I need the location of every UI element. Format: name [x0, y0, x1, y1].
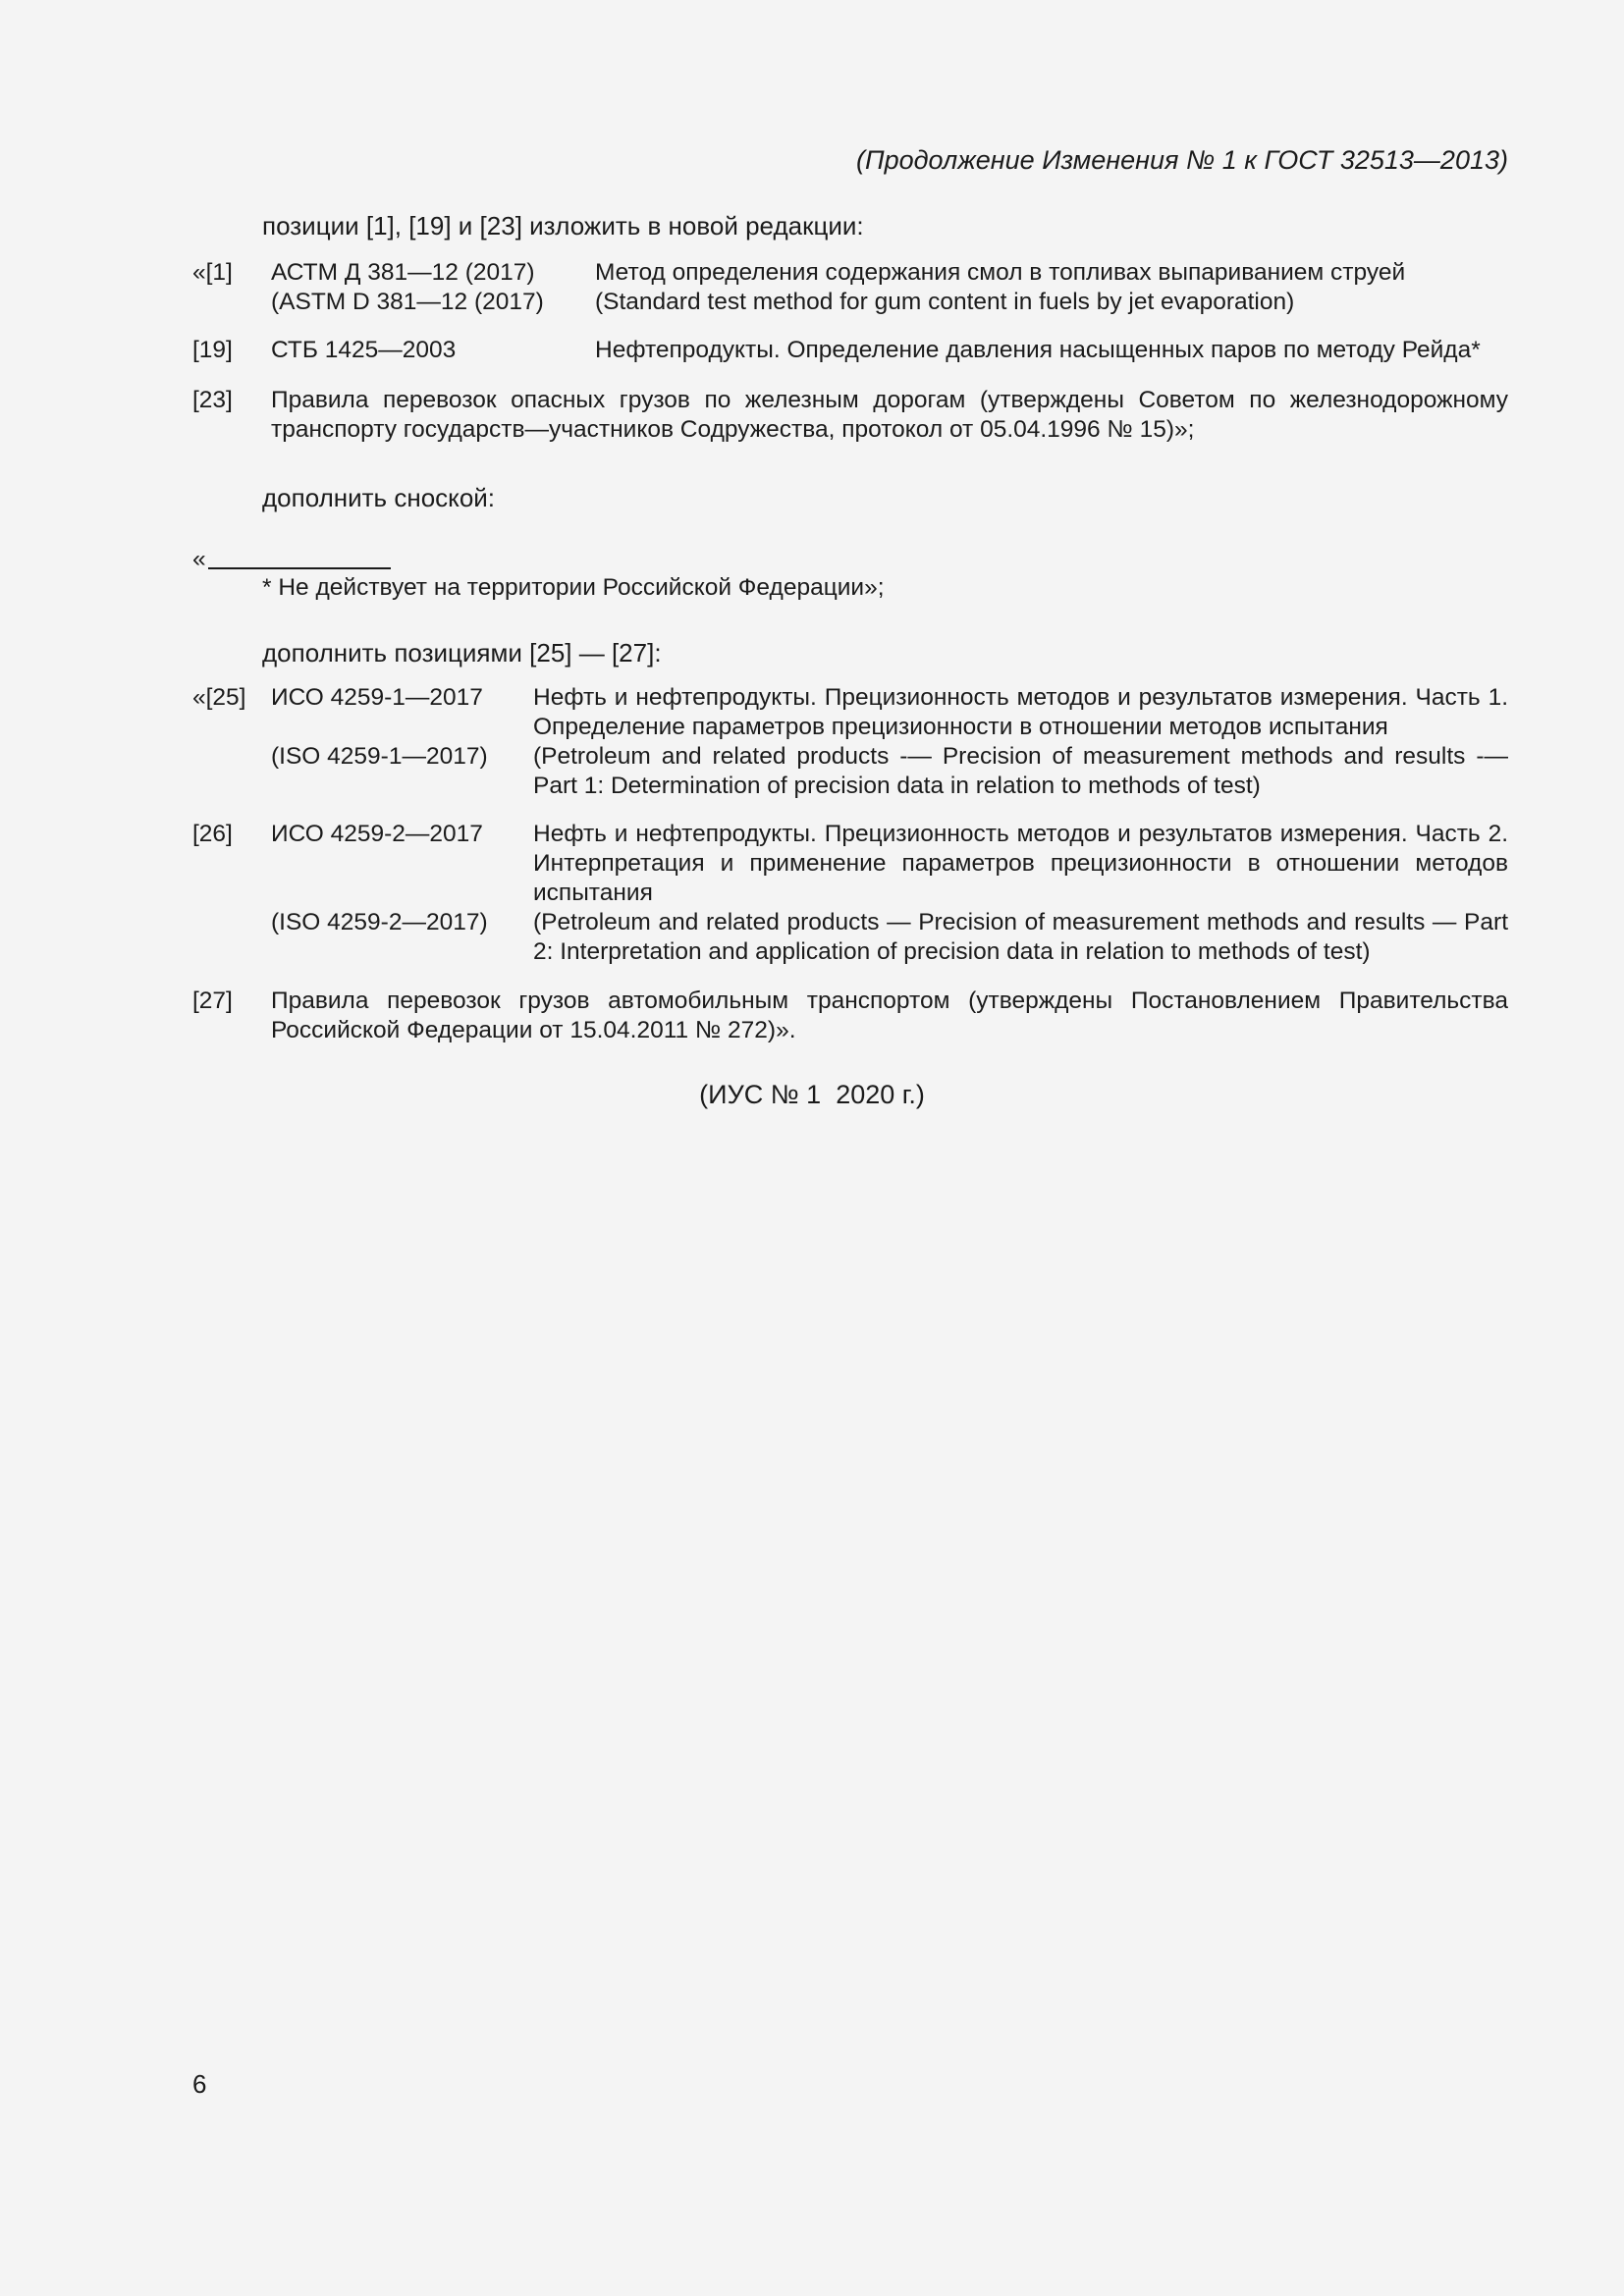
page-number: 6	[192, 2069, 207, 2099]
ius-publication-note: (ИУС № 1 2020 г.)	[699, 1080, 925, 1109]
reference-title-en: (Petroleum and related products -— Precision of measurement methods and results -— Part 1: Determination of precision data in relation to methods of test)	[533, 743, 1508, 799]
instruction-add-positions: дополнить позициями [25] — [27]:	[262, 638, 662, 667]
reference-text: Правила перевозок грузов автомобильным транспортом (утверждены Постановлением Правительства Российской Федерации от 15.04.2011 № 272)».	[271, 988, 1508, 1043]
reference-26	[192, 820, 1508, 969]
reference-title: Нефтепродукты. Определение давления насыщенных паров по методу Рейда*	[595, 337, 1481, 363]
reference-number: [26]	[192, 821, 233, 847]
footnote-text: * Не действует на территории Российской Федерации»;	[262, 574, 885, 601]
reference-designation: ИСО 4259-2—2017	[271, 821, 483, 847]
reference-title: Нефть и нефтепродукты. Прецизионность методов и результатов измерения. Часть 1. Определение параметров прецизионности в отношении методов испытания	[533, 684, 1508, 740]
reference-number: [19]	[192, 337, 233, 363]
reference-title: Метод определения содержания смол в топливах выпариванием струей	[595, 259, 1406, 286]
reference-title-en: (Petroleum and related products — Precision of measurement methods and results — Part 2: Interpretation and application of precision data in relation to methods of test)	[533, 909, 1508, 965]
instruction-replace-positions: позиции [1], [19] и [23] изложить в новой редакции:	[262, 211, 864, 240]
page-header: (Продолжение Изменения № 1 к ГОСТ 32513—2013)	[856, 145, 1508, 175]
reference-number: «[1]	[192, 259, 233, 286]
reference-designation-en: (ISO 4259-2—2017)	[271, 909, 488, 935]
reference-title: Нефть и нефтепродукты. Прецизионность методов и результатов измерения. Часть 2. Интерпретация и применение параметров прецизионности в отношении методов испытания	[533, 821, 1508, 906]
footnote-rule	[208, 567, 391, 569]
reference-19	[192, 336, 1508, 365]
reference-title-en: (Standard test method for gum content in fuels by jet evaporation)	[595, 289, 1295, 315]
reference-designation: СТБ 1425—2003	[271, 337, 457, 363]
reference-designation: ИСО 4259-1—2017	[271, 684, 483, 711]
reference-25	[192, 683, 1508, 803]
reference-23	[192, 386, 1508, 447]
reference-designation-en: (ASTM D 381—12 (2017)	[271, 289, 544, 315]
instruction-add-footnote: дополнить сноской:	[262, 483, 496, 512]
reference-1	[192, 258, 1508, 319]
reference-number: [27]	[192, 988, 233, 1014]
reference-text: Правила перевозок опасных грузов по железным дорогам (утверждены Советом по железнодорожному транспорту государств—участников Содружества, протокол от 05.04.1996 № 15)»;	[271, 387, 1508, 443]
reference-number: [23]	[192, 387, 233, 413]
reference-designation-en: (ISO 4259-1—2017)	[271, 743, 488, 770]
reference-27	[192, 987, 1508, 1047]
footnote-separator	[192, 546, 391, 573]
footnote-open-quote: «	[192, 546, 206, 572]
reference-number: «[25]	[192, 684, 246, 711]
reference-designation: АСТМ Д 381—12 (2017)	[271, 259, 535, 286]
